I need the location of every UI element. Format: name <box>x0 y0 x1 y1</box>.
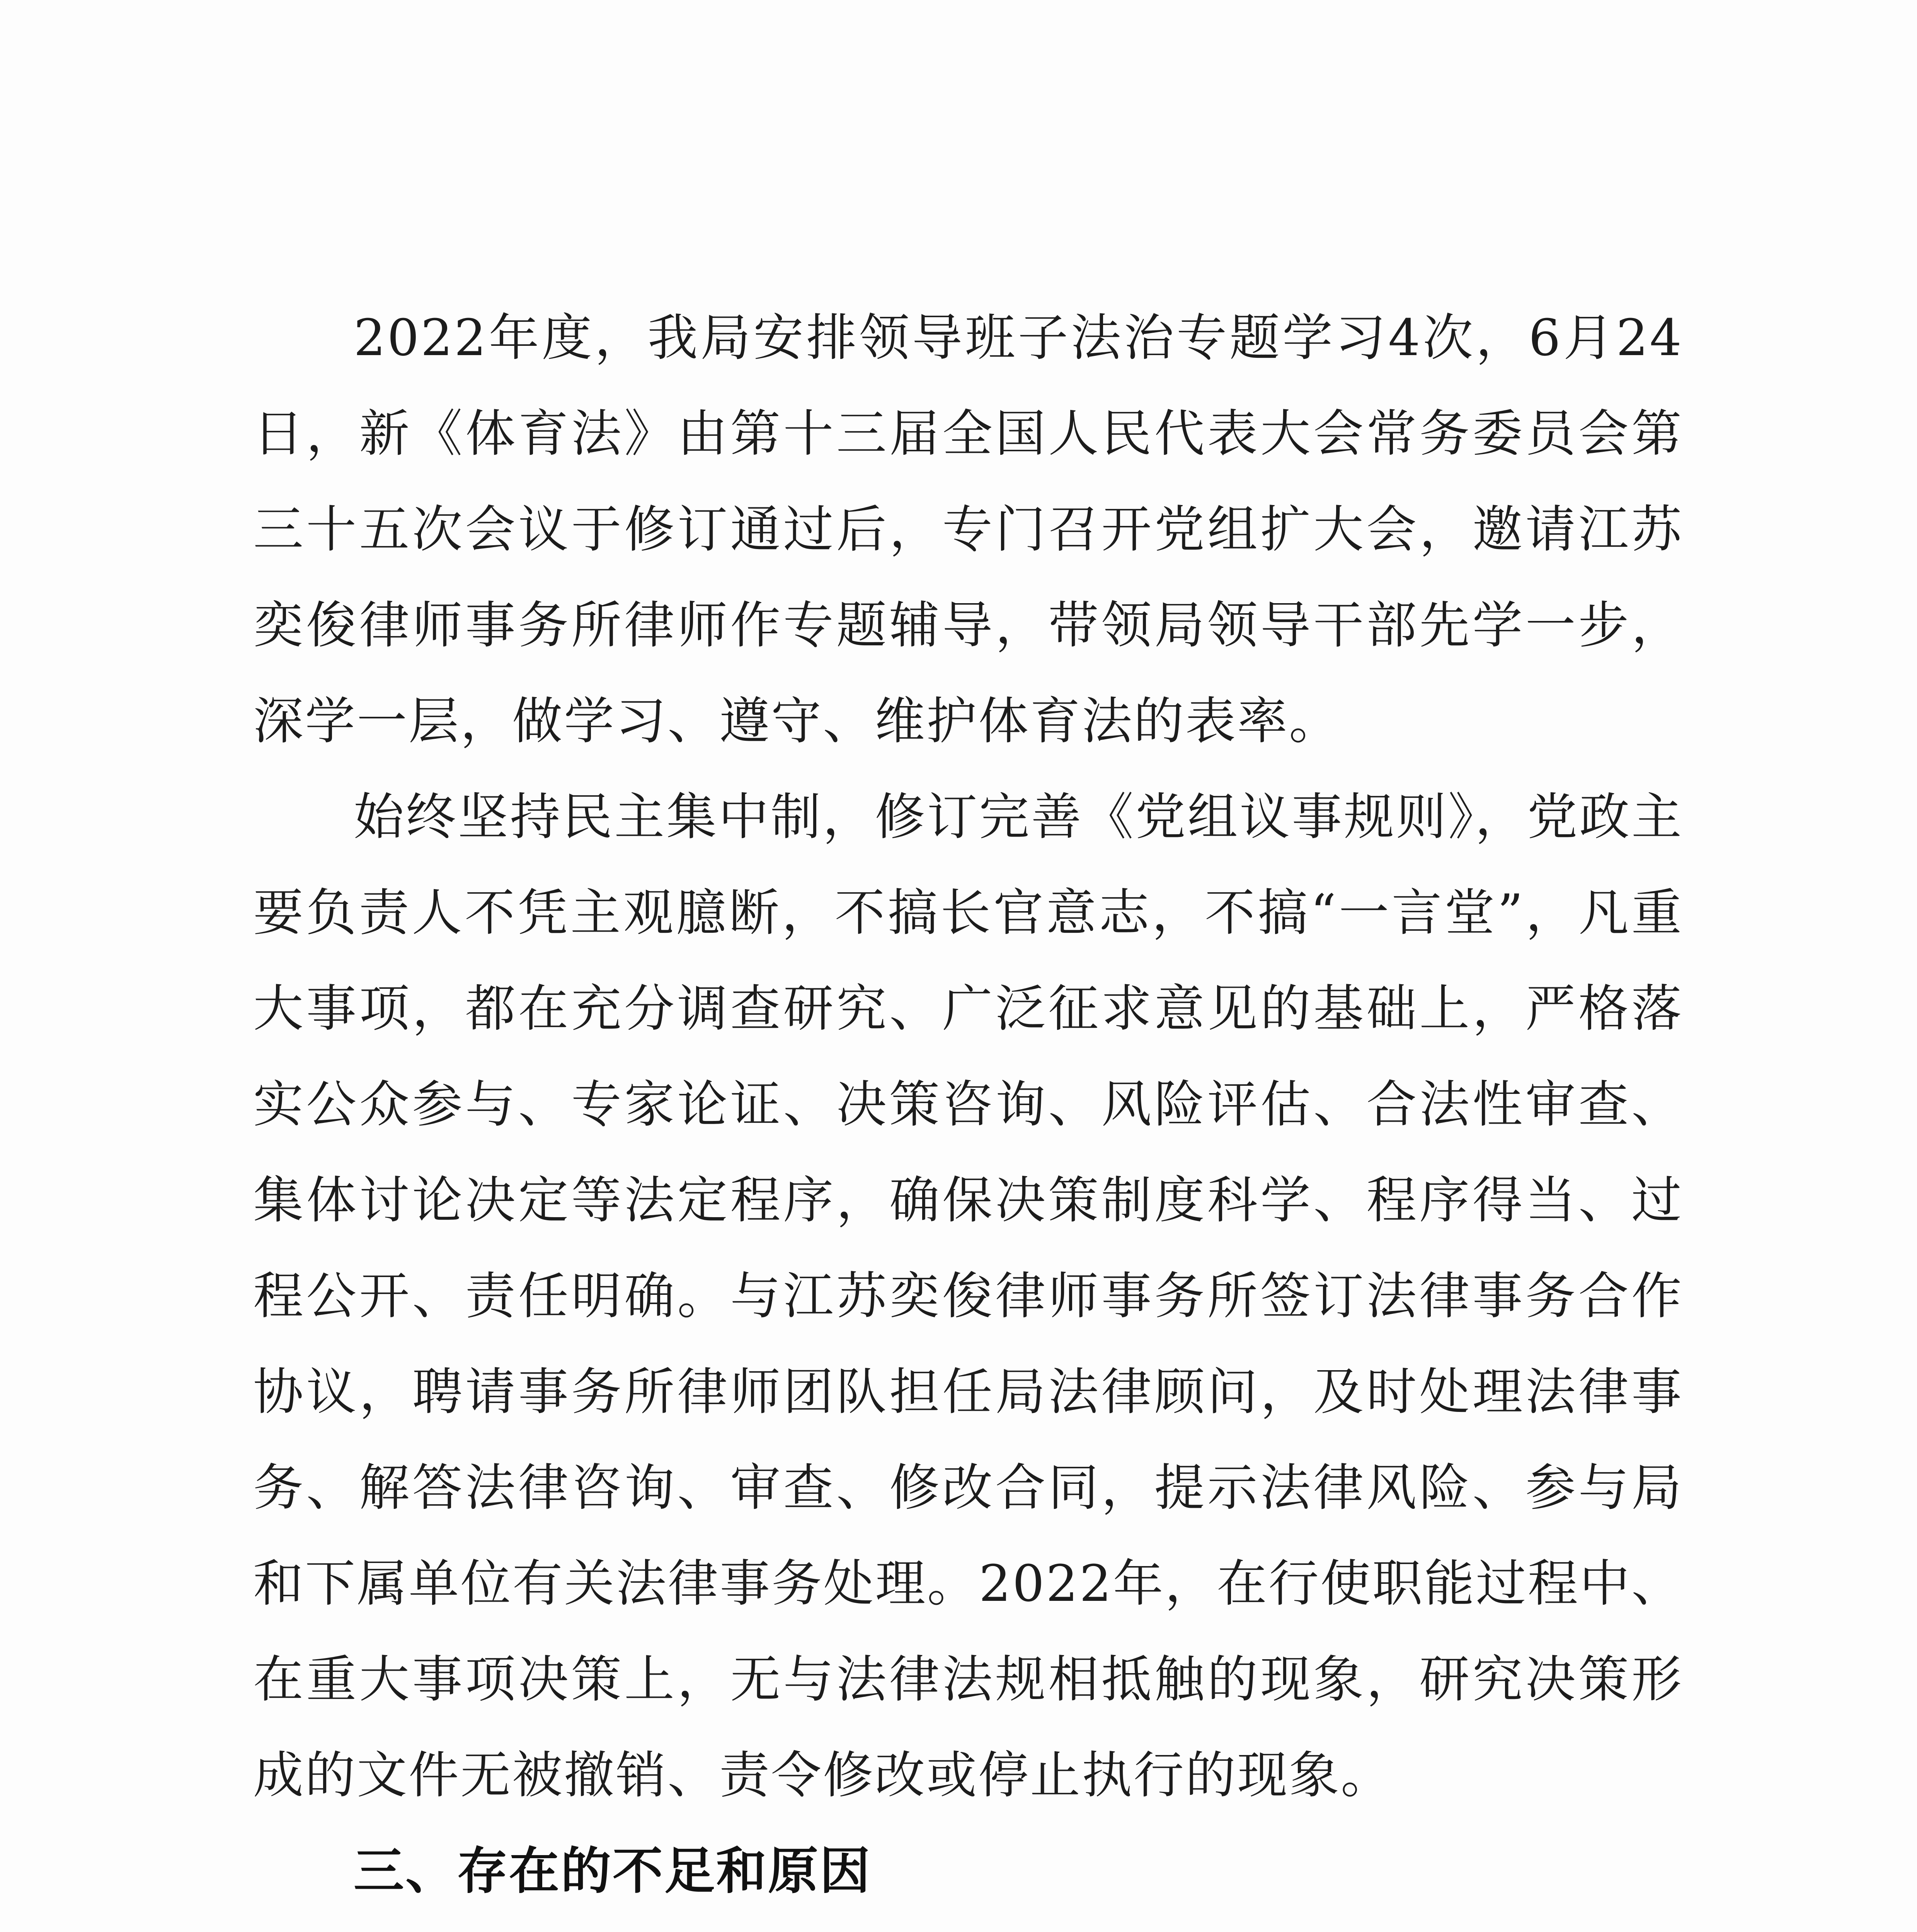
paragraph-study: 2022年度，我局安排领导班子法治专题学习4次，6月24日，新《体育法》由第十三届全国人民代表大会常务委员会第三十五次会议于修订通过后，专门召开党组扩大会，邀请江苏奕俊律师事务所律师作专题辅导，带领局领导干部先学一步，深学一层，做学习、遵守、维护体育法的表率。 <box>253 308 1683 750</box>
paragraph-review <box>253 1919 1683 1932</box>
paragraph-decision-making: 始终坚持民主集中制，修订完善《党组议事规则》，党政主要负责人不凭主观臆断，不搞长官意志，不搞“一言堂”，凡重大事项，都在充分调查研究、广泛征求意见的基础上，严格落实公众参与、专家论证、决策咨询、风险评估、合法性审查、集体讨论决定等法定程序，确保决策制度科学、程序得当、过程公开、责任明确。与江苏奕俊律师事务所签订法律事务合作协议，聘请事务所律师团队担任局法律顾问，及时处理法律事务、解答法律咨询、审查、修改合同，提示法律风险、参与局和下属单位有关法律事务处理。2022年，在行使职能过程中、在重大事项决策上，无与法律法规相抵触的现象，研究决策形成的文件无被撤销、责令修改或停止执行的现象。 <box>253 787 1683 1804</box>
document-body <box>253 290 1683 1932</box>
section-heading: 三、存在的不足和原因 <box>354 1842 872 1900</box>
